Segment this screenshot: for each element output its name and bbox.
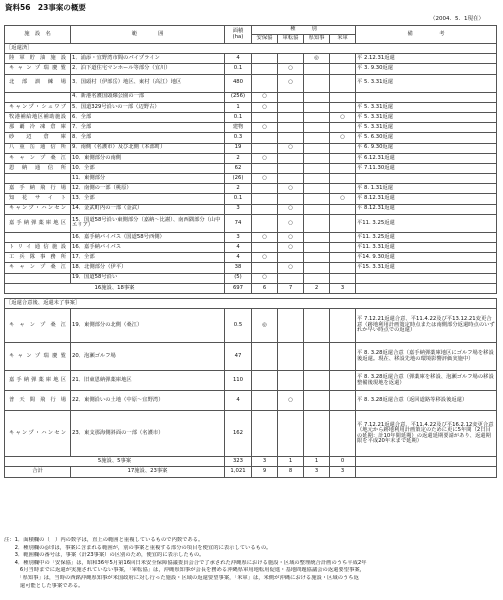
kind-anpokyo xyxy=(252,143,278,153)
header-kind-guntenkyo: 軍転協 xyxy=(278,35,304,44)
kind-anpokyo xyxy=(252,343,278,371)
range-cell: 16．嘉手納バイパス（国道58号西側） xyxy=(71,232,225,242)
subtotal2-k3: 1 xyxy=(304,457,330,467)
total-k2: 8 xyxy=(278,467,304,477)
kind-usforces xyxy=(330,163,356,173)
total-note xyxy=(356,467,497,477)
kind-anpokyo: ○ xyxy=(252,174,278,184)
table-row xyxy=(5,194,497,204)
kind-guntenkyo: ○ xyxy=(278,74,304,92)
facility-name: キャンプ瑞慶覧 xyxy=(5,343,71,371)
page-title: 資料56 23事案の概要 xyxy=(5,3,86,12)
table-row xyxy=(5,102,497,112)
kind-anpokyo xyxy=(252,263,278,273)
kind-anpokyo: ○ xyxy=(252,102,278,112)
subtotal2-k4: 0 xyxy=(330,457,356,467)
subtotal1-k3: 2 xyxy=(304,283,330,293)
as-of-date: （2004．5．1現在） xyxy=(430,16,484,22)
kind-anpokyo: ○ xyxy=(252,232,278,242)
kind-governor xyxy=(304,174,330,184)
table-row xyxy=(5,263,497,273)
range-cell: 22．東側沿いの土地（中原～宜野湾） xyxy=(71,391,225,411)
kind-guntenkyo xyxy=(278,54,304,64)
facility-name: 砂辺倉庫 xyxy=(5,133,71,143)
facility-name: 嘉手納弾薬庫地区 xyxy=(5,214,71,232)
facility-name: キャンプ桑江 xyxy=(5,263,71,273)
subtotal1-k2: 7 xyxy=(278,283,304,293)
kind-governor xyxy=(304,133,330,143)
note-cell xyxy=(356,92,497,102)
range-cell: 17．全部 xyxy=(71,253,225,263)
kind-guntenkyo: ○ xyxy=(278,204,304,214)
kind-anpokyo xyxy=(252,64,278,74)
area-cell: 4 xyxy=(225,253,252,263)
footnote-line: 2．種別欄の◎印は，事案に含まれる範囲が，別の事案と重複する部分の項目を便宜的に表示しているもの。 xyxy=(4,544,272,551)
header-range: 範 囲 xyxy=(71,26,225,44)
range-cell: 19．国道58号沿い xyxy=(71,273,225,283)
table-row xyxy=(5,163,497,173)
kind-guntenkyo: ○ xyxy=(278,263,304,273)
total-k1: 9 xyxy=(252,467,278,477)
kind-anpokyo xyxy=(252,411,278,457)
kind-usforces xyxy=(330,343,356,371)
kind-governor xyxy=(304,204,330,214)
note-cell xyxy=(356,273,497,283)
kind-guntenkyo xyxy=(278,411,304,457)
table-row xyxy=(5,184,497,194)
table-row xyxy=(5,64,497,74)
kind-usforces xyxy=(330,243,356,253)
kind-governor xyxy=(304,411,330,457)
range-cell: 4．新港名護国頭線公園の一部 xyxy=(71,92,225,102)
footnote-line: 注：1．面積欄の（ ）内の数字は，直上の範囲と重複しているもので内数である。 xyxy=(4,537,204,543)
range-cell: 13．全部 xyxy=(71,194,225,204)
area-cell: (256) xyxy=(225,92,252,102)
kind-anpokyo: ○ xyxy=(252,253,278,263)
area-cell: 4 xyxy=(225,243,252,253)
facility-name: キャンプ桑江 xyxy=(5,153,71,163)
table-row xyxy=(5,153,497,163)
kind-guntenkyo xyxy=(278,253,304,263)
range-cell: 10．東側部分の南側 xyxy=(71,153,225,163)
kind-usforces xyxy=(330,411,356,457)
area-cell: 2 xyxy=(225,184,252,194)
section-returned: ［返還済］ xyxy=(5,44,497,54)
kind-guntenkyo xyxy=(278,273,304,283)
kind-guntenkyo: ○ xyxy=(278,214,304,232)
note-cell: 平 8. 3.28返還合意（嘉手納弾薬庫地区にゴルフ場を移設後返還。現在、移設先地の環境影響評価実施中） xyxy=(356,343,497,371)
facility-name: 普天間飛行場 xyxy=(5,391,71,411)
note-cell: 平11. 3.25返還 xyxy=(356,214,497,232)
range-cell: 5．国道329号沿いの一部（辺野古） xyxy=(71,102,225,112)
table-row xyxy=(5,411,497,457)
kind-governor xyxy=(304,371,330,391)
range-cell: 21．旧東恩納弾薬庫地区 xyxy=(71,371,225,391)
note-cell: 平15. 3.31返還 xyxy=(356,263,497,273)
kind-anpokyo xyxy=(252,371,278,391)
kind-usforces xyxy=(330,214,356,232)
header-kind-governor: 県知事 xyxy=(304,35,330,44)
kind-usforces xyxy=(330,74,356,92)
facility-name: キャンプ桑江 xyxy=(5,309,71,343)
range-cell: 2．泊下道住宅マンホール等部分（宜川） xyxy=(71,64,225,74)
kind-guntenkyo: ○ xyxy=(278,391,304,411)
note-cell: 平 8. 1.31返還 xyxy=(356,184,497,194)
range-cell: 11．東側部分 xyxy=(71,174,225,184)
kind-anpokyo xyxy=(252,163,278,173)
header-note: 備 考 xyxy=(356,26,497,44)
range-cell: 7．全部 xyxy=(71,123,225,133)
kind-governor xyxy=(304,112,330,122)
facility-name: 牧港補給地区補助施設 xyxy=(5,112,71,122)
kind-guntenkyo xyxy=(278,174,304,184)
footnote-line: 還可能とした事案である。 xyxy=(4,582,84,589)
subtotal1-label: 16施設、18事案 xyxy=(5,283,225,293)
kind-guntenkyo: ○ xyxy=(278,232,304,242)
kind-usforces xyxy=(330,143,356,153)
subtotal2-label: 5施設、5事案 xyxy=(5,457,225,467)
subtotal2-k2: 1 xyxy=(278,457,304,467)
kind-usforces xyxy=(330,64,356,74)
facility-name: 八重岳通信所 xyxy=(5,143,71,153)
total-k3: 3 xyxy=(304,467,330,477)
facility-name: キャンプ・ハンセン xyxy=(5,204,71,214)
note-cell: 平14. 9.30返還 xyxy=(356,253,497,263)
range-cell: 18．北側部分（伊平） xyxy=(71,263,225,273)
table-row xyxy=(5,343,497,371)
note-cell: 平 6.12.31返還 xyxy=(356,153,497,163)
kind-anpokyo xyxy=(252,204,278,214)
kind-governor xyxy=(304,92,330,102)
kind-anpokyo xyxy=(252,184,278,194)
facility-name xyxy=(5,174,71,184)
table-row xyxy=(5,204,497,214)
header-kind-usforces: 米軍 xyxy=(330,35,356,44)
kind-anpokyo xyxy=(252,214,278,232)
note-cell: 平 5. 3.31返還 xyxy=(356,123,497,133)
kind-guntenkyo: ○ xyxy=(278,184,304,194)
kind-governor xyxy=(304,143,330,153)
area-cell: 0.3 xyxy=(225,133,252,143)
table-row xyxy=(5,123,497,133)
kind-guntenkyo xyxy=(278,153,304,163)
range-cell: 20．泡瀬ゴルフ場 xyxy=(71,343,225,371)
total-label: 合計 xyxy=(5,467,71,477)
range-cell: 10．全部 xyxy=(71,163,225,173)
area-cell: 19 xyxy=(225,143,252,153)
section-pending: ［返還合意後、返還未了事案］ xyxy=(5,298,497,308)
range-cell: 12．南側の一部（桃原） xyxy=(71,184,225,194)
table-row xyxy=(5,371,497,391)
kind-usforces xyxy=(330,273,356,283)
kind-anpokyo: ◎ xyxy=(252,309,278,343)
area-cell: 480 xyxy=(225,74,252,92)
header-kind: 種 別 xyxy=(252,26,356,35)
subtotal1-area: 697 xyxy=(225,283,252,293)
kind-governor xyxy=(304,263,330,273)
kind-anpokyo xyxy=(252,112,278,122)
total-area: 1,021 xyxy=(225,467,252,477)
table-row xyxy=(5,309,497,343)
kind-anpokyo xyxy=(252,74,278,92)
kind-anpokyo: ○ xyxy=(252,92,278,102)
area-cell: 38 xyxy=(225,263,252,273)
area-cell: 0.1 xyxy=(225,194,252,204)
facility-name: キャンプ・ハンセン xyxy=(5,411,71,457)
kind-usforces xyxy=(330,54,356,64)
kind-usforces xyxy=(330,92,356,102)
area-cell: 0.1 xyxy=(225,64,252,74)
note-cell: 平 7.12.21返還合意、平11.4.22及び平16.2.12変更合意（地元から跡地利用計画策定のために更に5年間（2日目の延期：計10年間延期）の返還延期要請があり、返還期限を平成20年末まで延期） xyxy=(356,411,497,457)
kind-usforces xyxy=(330,391,356,411)
kind-guntenkyo xyxy=(278,102,304,112)
kind-guntenkyo xyxy=(278,133,304,143)
kind-guntenkyo xyxy=(278,112,304,122)
kind-anpokyo xyxy=(252,391,278,411)
range-cell: 3．国頭村（伊部岳）地区、東村（高江）地区 xyxy=(71,74,225,92)
footnote-line: 6月当時までに返還が実施されていない事案，「軍転協」は，沖縄県知事が会長を務める沖縄県軍用地転用促進・基地問題協議会の返還要望事案， xyxy=(4,567,365,574)
facility-name: 恩納通信所 xyxy=(5,163,71,173)
kind-usforces: ○ xyxy=(330,194,356,204)
kind-guntenkyo xyxy=(278,123,304,133)
kind-usforces xyxy=(330,174,356,184)
total-k4: 3 xyxy=(330,467,356,477)
note-cell: 平 8.12.31返還 xyxy=(356,194,497,204)
range-cell: 1．浦添・宜野湾市間のパイプライン xyxy=(71,54,225,64)
kind-governor xyxy=(304,163,330,173)
kind-guntenkyo xyxy=(278,309,304,343)
facility-name: 那覇冷凍倉庫 xyxy=(5,123,71,133)
kind-governor xyxy=(304,102,330,112)
area-cell: 3 xyxy=(225,232,252,242)
kind-governor: ◎ xyxy=(304,54,330,64)
facility-name: キャンプ瑞慶覧 xyxy=(5,64,71,74)
table-row xyxy=(5,92,497,102)
kind-anpokyo xyxy=(252,133,278,143)
area-cell: 0.5 xyxy=(225,309,252,343)
subtotal2-area: 323 xyxy=(225,457,252,467)
kind-usforces xyxy=(330,309,356,343)
kind-anpokyo xyxy=(252,54,278,64)
table-row xyxy=(5,391,497,411)
note-cell: 平 6. 9.30返還 xyxy=(356,143,497,153)
kind-governor xyxy=(304,123,330,133)
subtotal1-k4: 3 xyxy=(330,283,356,293)
note-cell: 平 5. 3.31返還 xyxy=(356,74,497,92)
area-cell: 3 xyxy=(225,204,252,214)
facility-name: 嘉手納飛行場 xyxy=(5,184,71,194)
kind-governor xyxy=(304,74,330,92)
note-cell: 平 7.11.30返還 xyxy=(356,163,497,173)
kind-governor xyxy=(304,184,330,194)
kind-anpokyo: ○ xyxy=(252,153,278,163)
facility-name xyxy=(5,92,71,102)
kind-governor xyxy=(304,194,330,204)
range-cell: 6．全部 xyxy=(71,112,225,122)
range-cell: 23．東支那海側斜面の一部（名護市） xyxy=(71,411,225,457)
kind-governor xyxy=(304,153,330,163)
table-row xyxy=(5,133,497,143)
area-cell: 62 xyxy=(225,163,252,173)
subtotal1-note xyxy=(356,283,497,293)
area-cell: 74 xyxy=(225,214,252,232)
footnote-line: 「県知事」は，当時の西銘沖縄県知事が米国政府に対し行った施設・区域の返還要望事案，「米軍」は，米側が沖縄における施設・区域のうち返 xyxy=(4,574,359,581)
kind-usforces xyxy=(330,102,356,112)
table-row xyxy=(5,253,497,263)
kind-anpokyo: ○ xyxy=(252,123,278,133)
cases-table xyxy=(4,25,497,478)
facility-name xyxy=(5,232,71,242)
kind-usforces xyxy=(330,153,356,163)
area-cell: (26) xyxy=(225,174,252,184)
table-row xyxy=(5,143,497,153)
footnote-line: 3．範囲欄の番号は，事案（計23事案）の区別のため，便宜的に表示したもの。 xyxy=(4,552,205,559)
kind-guntenkyo: ○ xyxy=(278,143,304,153)
kind-guntenkyo xyxy=(278,371,304,391)
kind-usforces xyxy=(330,263,356,273)
subtotal1-k1: 6 xyxy=(252,283,278,293)
kind-governor xyxy=(304,273,330,283)
kind-usforces xyxy=(330,253,356,263)
footnote-line: 4．種別欄中の「安保協」は，昭和36年5月第16回日米安全保障協議委員会合で了承された沖縄県における施設・区域の整理統合計画のうち平成2年 xyxy=(4,559,367,566)
facility-name: 陸軍貯油施設 xyxy=(5,54,71,64)
table-row xyxy=(5,214,497,232)
header-area: 面積 (ha) xyxy=(225,26,252,44)
range-cell: 9．南側（名護市）及び北側（本部町） xyxy=(71,143,225,153)
kind-governor xyxy=(304,232,330,242)
table-row xyxy=(5,174,497,184)
note-cell: 平 8. 3.28返還合意（弾薬庫を移設、泡瀬ゴルフ場の移設整備後現地を返還） xyxy=(356,371,497,391)
header-kind-anpokyo: 安保協 xyxy=(252,35,278,44)
kind-governor xyxy=(304,343,330,371)
area-cell: 2 xyxy=(225,153,252,163)
facility-name: 工兵隊事務所 xyxy=(5,253,71,263)
note-cell: 平 8. 3.28返還合意（返回道路等移設後返還） xyxy=(356,391,497,411)
kind-governor xyxy=(304,214,330,232)
kind-governor xyxy=(304,309,330,343)
range-cell: 14．金武町内の一部（金武） xyxy=(71,204,225,214)
note-cell: 平 5. 3.31返還 xyxy=(356,112,497,122)
kind-anpokyo xyxy=(252,243,278,253)
facility-name xyxy=(5,273,71,283)
kind-governor xyxy=(304,253,330,263)
area-cell: 0.1 xyxy=(225,112,252,122)
range-cell: 19．東側部分の北側（桑江） xyxy=(71,309,225,343)
facility-name: キャンプ・シュワブ xyxy=(5,102,71,112)
kind-usforces xyxy=(330,371,356,391)
kind-guntenkyo: ○ xyxy=(278,243,304,253)
facility-name: 嘉手納弾薬庫地区 xyxy=(5,371,71,391)
facility-name: トリイ通信施設 xyxy=(5,243,71,253)
total-label2: 17施設、23事案 xyxy=(71,467,225,477)
area-cell: 4 xyxy=(225,54,252,64)
kind-guntenkyo: ○ xyxy=(278,64,304,74)
note-cell: 平 7.12.21返還合意、平11.4.22及び平13.12.21変更合意（跡地利用計画策定時点または南側部分返還時点のいずれか早い時点での返還） xyxy=(356,309,497,343)
area-cell: 4 xyxy=(225,391,252,411)
note-cell: 平 5. 3.31返還 xyxy=(356,102,497,112)
kind-guntenkyo xyxy=(278,92,304,102)
note-cell xyxy=(356,174,497,184)
area-cell: 建物 xyxy=(225,123,252,133)
kind-usforces xyxy=(330,232,356,242)
note-cell: 平11. 3.31返還 xyxy=(356,243,497,253)
header-facility: 施 設 名 xyxy=(5,26,71,44)
table-row xyxy=(5,243,497,253)
range-cell: 15．国道58号沿い東側部分（嘉納～比謝）、南西隅部分（山中エリア） xyxy=(71,214,225,232)
kind-usforces xyxy=(330,184,356,194)
note-cell: 平 2.12.31返還 xyxy=(356,54,497,64)
kind-guntenkyo xyxy=(278,194,304,204)
range-cell: 8．全部 xyxy=(71,133,225,143)
table-row xyxy=(5,54,497,64)
kind-anpokyo: ○ xyxy=(252,273,278,283)
area-cell: 162 xyxy=(225,411,252,457)
kind-governor xyxy=(304,64,330,74)
note-cell: 平 3. 9.30返還 xyxy=(356,64,497,74)
facility-name: 北部訓練場 xyxy=(5,74,71,92)
kind-usforces: ○ xyxy=(330,133,356,143)
kind-governor xyxy=(304,391,330,411)
table-row xyxy=(5,112,497,122)
range-cell: 16．嘉手納バイパス xyxy=(71,243,225,253)
kind-guntenkyo xyxy=(278,163,304,173)
kind-usforces: ○ xyxy=(330,112,356,122)
kind-governor xyxy=(304,243,330,253)
note-cell: 平11. 3.25返還 xyxy=(356,232,497,242)
area-cell: 110 xyxy=(225,371,252,391)
table-row xyxy=(5,232,497,242)
kind-usforces xyxy=(330,123,356,133)
note-cell: 平 8.12.31返還 xyxy=(356,204,497,214)
area-cell: 47 xyxy=(225,343,252,371)
area-cell: 1 xyxy=(225,102,252,112)
footnotes xyxy=(4,537,500,590)
table-row xyxy=(5,273,497,283)
kind-guntenkyo xyxy=(278,343,304,371)
facility-name: 知花サイト xyxy=(5,194,71,204)
subtotal2-note xyxy=(356,457,497,467)
kind-anpokyo xyxy=(252,194,278,204)
kind-usforces xyxy=(330,204,356,214)
subtotal2-k1: 3 xyxy=(252,457,278,467)
area-cell: (5) xyxy=(225,273,252,283)
table-row xyxy=(5,74,497,92)
note-cell: 平 5. 6.30返還 xyxy=(356,133,497,143)
